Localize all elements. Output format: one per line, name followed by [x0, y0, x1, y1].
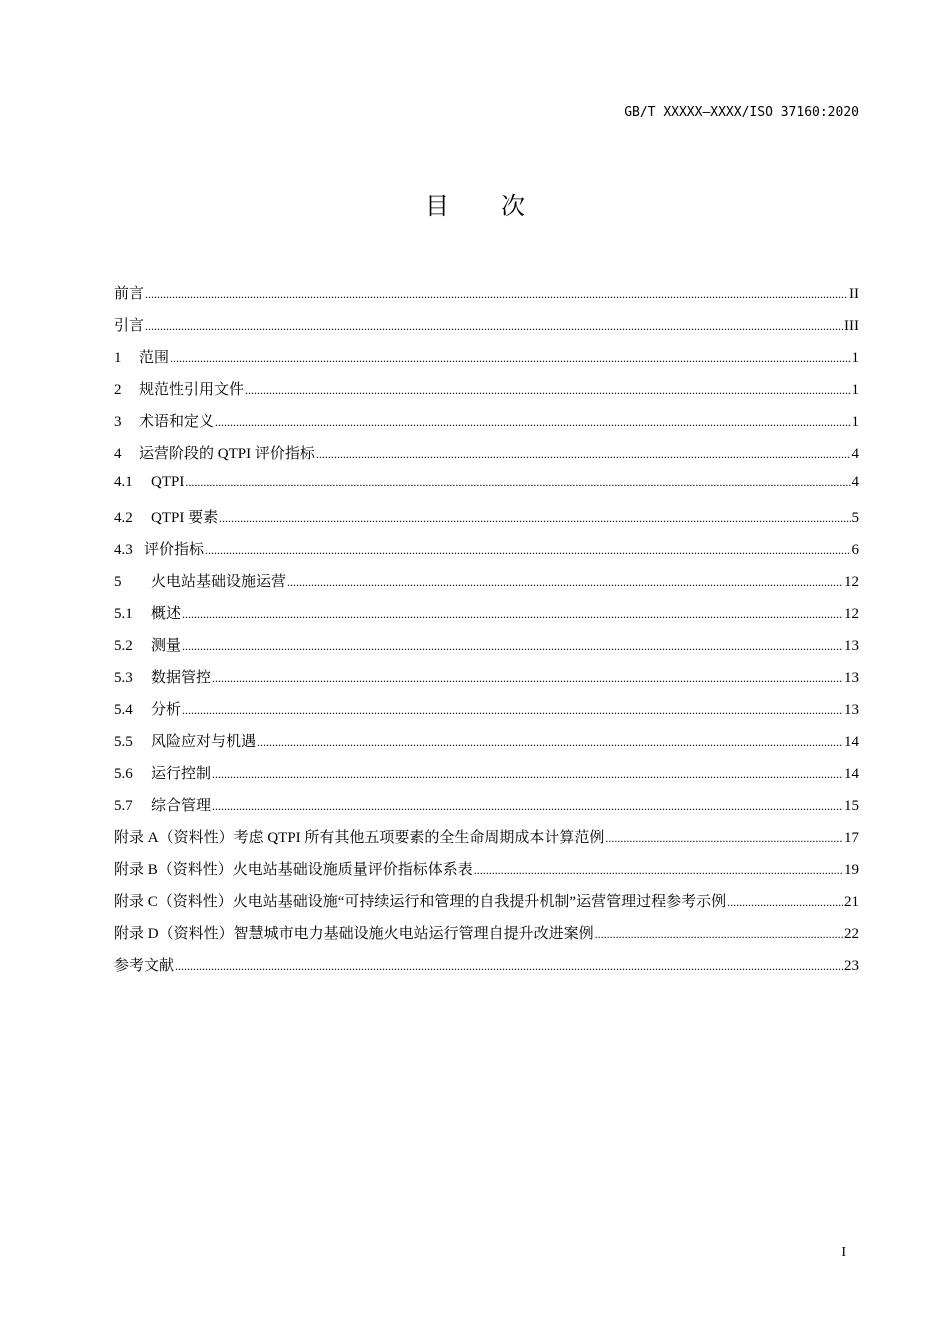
- toc-entry-page: 23: [844, 958, 859, 974]
- toc-entry-page: 15: [844, 798, 859, 814]
- dot-leader: [245, 382, 850, 399]
- toc-entry-label: 风险应对与机遇: [151, 734, 257, 750]
- toc-entry[interactable]: [114, 314, 859, 346]
- toc-entry[interactable]: [114, 506, 859, 538]
- toc-entry-page: 12: [844, 606, 859, 622]
- toc-entry-number: 4.2: [114, 510, 133, 526]
- dot-leader: [212, 670, 843, 687]
- dot-leader: [727, 894, 843, 911]
- toc-entry-number: 5.2: [114, 638, 133, 654]
- dot-leader: [316, 446, 851, 463]
- toc-entry[interactable]: [114, 858, 859, 890]
- toc-entry-page: 19: [844, 862, 859, 878]
- toc-entry-number: 5.4: [114, 702, 133, 718]
- toc-entry-label: 运营阶段的 QTPI 评价指标: [139, 446, 315, 462]
- toc-entry-label: 概述: [151, 606, 182, 622]
- toc-entry-page: III: [844, 318, 859, 334]
- toc-entry-number: 4: [114, 446, 122, 462]
- dot-leader: [185, 474, 850, 491]
- toc-entry[interactable]: [114, 666, 859, 698]
- toc-entry-number: 2: [114, 382, 122, 398]
- toc-entry[interactable]: [114, 698, 859, 730]
- dot-leader: [212, 798, 843, 815]
- toc-entry-page: 14: [844, 734, 859, 750]
- dot-leader: [474, 862, 843, 879]
- toc-entry-label: 附录 B（资料性）火电站基础设施质量评价指标体系表: [114, 862, 473, 878]
- toc-entry[interactable]: [114, 922, 859, 954]
- dot-leader: [205, 542, 850, 559]
- toc-entry[interactable]: [114, 634, 859, 666]
- dot-leader: [145, 286, 848, 303]
- dot-leader: [182, 638, 843, 655]
- toc-entry-page: 21: [844, 894, 859, 910]
- toc-entry-page: 4: [851, 474, 859, 490]
- toc-entry-label: 参考文献: [114, 958, 175, 974]
- toc-entry[interactable]: [114, 602, 859, 634]
- toc-entry-number: 4.1: [114, 474, 133, 490]
- dot-leader: [182, 702, 843, 719]
- table-of-contents: [114, 282, 859, 986]
- toc-entry-label: 附录 D（资料性）智慧城市电力基础设施火电站运行管理自提升改进案例: [114, 926, 594, 942]
- toc-entry-label: QTPI 要素: [151, 510, 219, 526]
- toc-entry-number: 5: [114, 574, 122, 590]
- toc-entry-label: 规范性引用文件: [139, 382, 245, 398]
- toc-entry[interactable]: [114, 474, 859, 506]
- toc-entry-label: 附录 C（资料性）火电站基础设施“可持续运行和管理的自我提升机制”运营管理过程参考示例: [114, 894, 727, 910]
- toc-entry-label: 范围: [139, 350, 170, 366]
- toc-entry-label: 测量: [151, 638, 182, 654]
- toc-entry-page: 13: [844, 702, 859, 718]
- page-number: I: [841, 1245, 846, 1260]
- dot-leader: [215, 414, 850, 431]
- toc-entry-label: 数据管控: [151, 670, 212, 686]
- toc-entry-number: 5.6: [114, 766, 133, 782]
- toc-entry-page: 14: [844, 766, 859, 782]
- toc-entry-label: 火电站基础设施运营: [151, 574, 287, 590]
- toc-entry-label: 运行控制: [151, 766, 212, 782]
- toc-entry-label: 评价指标: [144, 542, 205, 558]
- toc-entry-page: 22: [844, 926, 859, 942]
- toc-entry[interactable]: [114, 282, 859, 314]
- toc-entry-number: 5.5: [114, 734, 133, 750]
- toc-entry-number: 3: [114, 414, 122, 430]
- dot-leader: [145, 318, 843, 335]
- dot-leader: [219, 510, 850, 527]
- toc-entry[interactable]: [114, 730, 859, 762]
- toc-entry-page: II: [849, 286, 859, 302]
- dot-leader: [170, 350, 850, 367]
- toc-entry-page: 13: [844, 638, 859, 654]
- toc-entry[interactable]: [114, 890, 859, 922]
- dot-leader: [257, 734, 843, 751]
- dot-leader: [212, 766, 843, 783]
- dot-leader: [595, 926, 843, 943]
- title-char: 目: [425, 192, 449, 220]
- toc-entry-page: 17: [844, 830, 859, 846]
- dot-leader: [175, 958, 843, 975]
- toc-entry-number: 1: [114, 350, 122, 366]
- toc-entry-page: 1: [851, 414, 859, 430]
- dot-leader: [605, 830, 843, 847]
- toc-entry-page: 13: [844, 670, 859, 686]
- toc-entry-page: 5: [851, 510, 859, 526]
- toc-entry[interactable]: [114, 346, 859, 378]
- toc-entry[interactable]: [114, 538, 859, 570]
- title-char: 次: [501, 192, 525, 220]
- toc-entry-number: 5.7: [114, 798, 133, 814]
- document-header: GB/T XXXXX—XXXX/ISO 37160:2020: [624, 105, 859, 120]
- toc-entry[interactable]: [114, 826, 859, 858]
- toc-entry[interactable]: [114, 954, 859, 986]
- dot-leader: [287, 574, 843, 591]
- toc-entry-label: QTPI: [151, 474, 185, 490]
- toc-entry-number: 5.1: [114, 606, 133, 622]
- dot-leader: [182, 606, 843, 623]
- toc-entry-label: 术语和定义: [139, 414, 215, 430]
- toc-entry-number: 5.3: [114, 670, 133, 686]
- toc-entry-number: 4.3: [114, 542, 133, 558]
- toc-entry[interactable]: [114, 762, 859, 794]
- toc-entry[interactable]: [114, 442, 859, 474]
- toc-entry[interactable]: [114, 794, 859, 826]
- toc-entry[interactable]: [114, 378, 859, 410]
- toc-entry-page: 12: [844, 574, 859, 590]
- toc-entry-label: 前言: [114, 286, 145, 302]
- toc-entry-label: 引言: [114, 318, 145, 334]
- toc-entry-page: 1: [851, 382, 859, 398]
- toc-entry[interactable]: [114, 410, 859, 442]
- toc-entry-label: 附录 A（资料性）考虑 QTPI 所有其他五项要素的全生命周期成本计算范例: [114, 830, 605, 846]
- page-title: [0, 186, 950, 221]
- toc-entry-page: 1: [851, 350, 859, 366]
- toc-entry-label: 分析: [151, 702, 182, 718]
- toc-entry-label: 综合管理: [151, 798, 212, 814]
- toc-entry-page: 6: [851, 542, 859, 558]
- toc-entry-page: 4: [851, 446, 859, 462]
- toc-entry[interactable]: [114, 570, 859, 602]
